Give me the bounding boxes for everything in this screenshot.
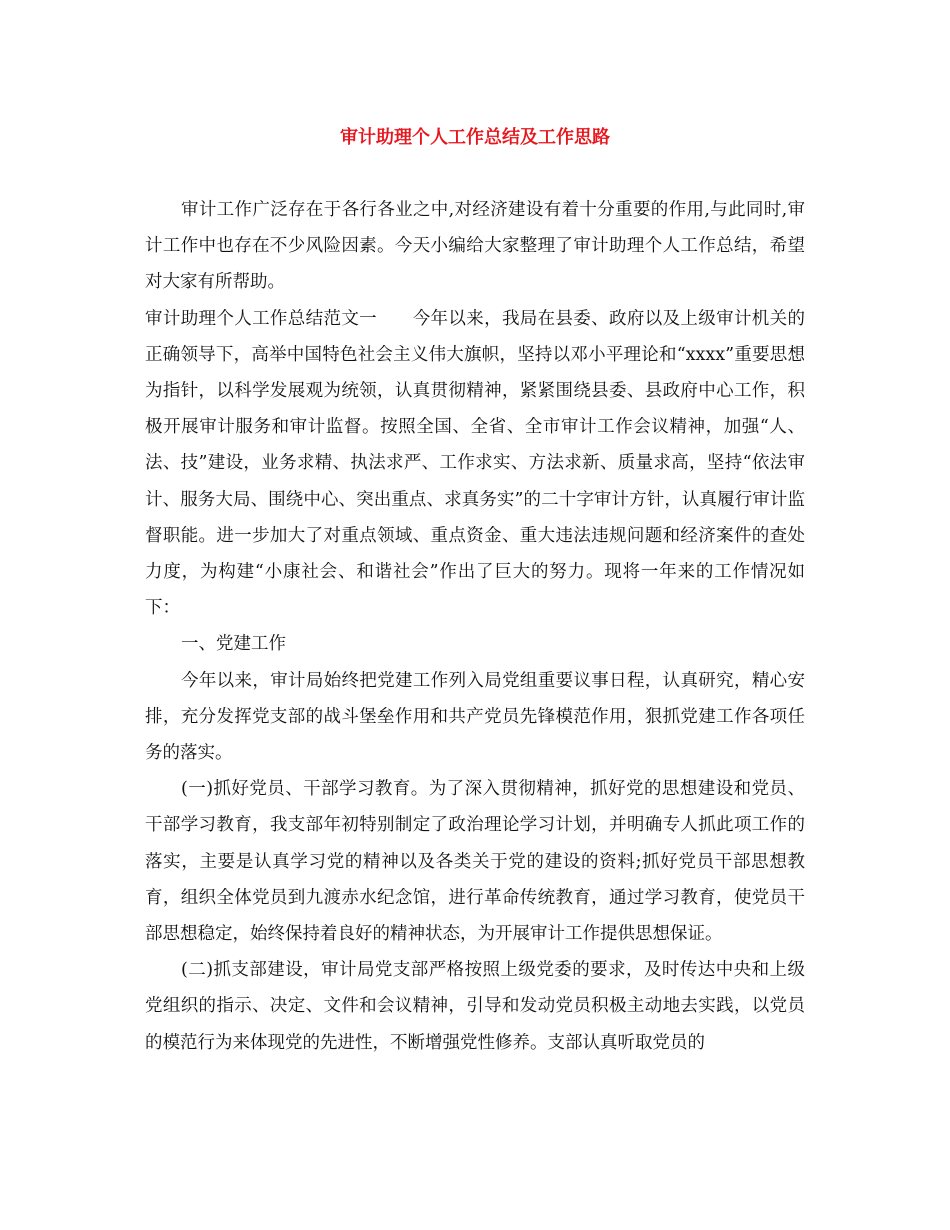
document-body [145, 192, 805, 1061]
document-title: 审计助理个人工作总结及工作思路 [340, 127, 610, 148]
sample-heading-paragraph: 审计助理个人工作总结范文一 今年以来，我局在县委、政府以及上级审计机关的正确领导下，高举中国特色社会主义伟大旗帜，坚持以邓小平理论和“xxxx”重要思想为指针，以科学发展观为统领，认真贯彻精神，紧紧围绕县委、县政府中心工作，积极开展审计服务和审计监督。按照全国、全省、全市审计工作会议精神，加强“人、法、技”建设，业务求精、执法求严、工作求实、方法求新、质量求高，坚持“依法审计、服务大局、围绕中心、突出重点、求真务实”的二十字审计方针，认真履行审计监督职能。进一步加大了对重点领域、重点资金、重大违法违规问题和经济案件的查处力度，为构建“小康社会、和谐社会”作出了巨大的努力。现将一年来的工作情况如下： [145, 308, 805, 619]
intro-paragraph: 审计工作广泛存在于各行各业之中,对经济建设有着十分重要的作用,与此同时,审计工作中也存在不少风险因素。今天小编给大家整理了审计助理个人工作总结，希望对大家有所帮助。 [145, 200, 805, 293]
section-one-heading: 一、党建工作 [181, 634, 286, 655]
item-two-paragraph: (二)抓支部建设，审计局党支部严格按照上级党委的要求，及时传达中央和上级党组织的指示、决定、文件和会议精神，引导和发动党员积极主动地去实践，以党员的模范行为来体现党的先进性，不断增强党性修养。支部认真听取党员的 [145, 960, 805, 1053]
item-one-paragraph: (一)抓好党员、干部学习教育。为了深入贯彻精神，抓好党的思想建设和党员、干部学习教育，我支部年初特别制定了政治理论学习计划，并明确专人抓此项工作的落实，主要是认真学习党的精神以及各类关于党的建设的资料;抓好党员干部思想教育，组织全体党员到九渡赤水纪念馆，进行革命传统教育，通过学习教育，使党员干部思想稳定，始终保持着良好的精神状态，为开展审计工作提供思想保证。 [145, 779, 805, 945]
section-one-paragraph: 今年以来，审计局始终把党建工作列入局党组重要议事日程，认真研究，精心安排，充分发挥党支部的战斗堡垒作用和共产党员先锋模范作用，狠抓党建工作各项任务的落实。 [145, 670, 805, 764]
